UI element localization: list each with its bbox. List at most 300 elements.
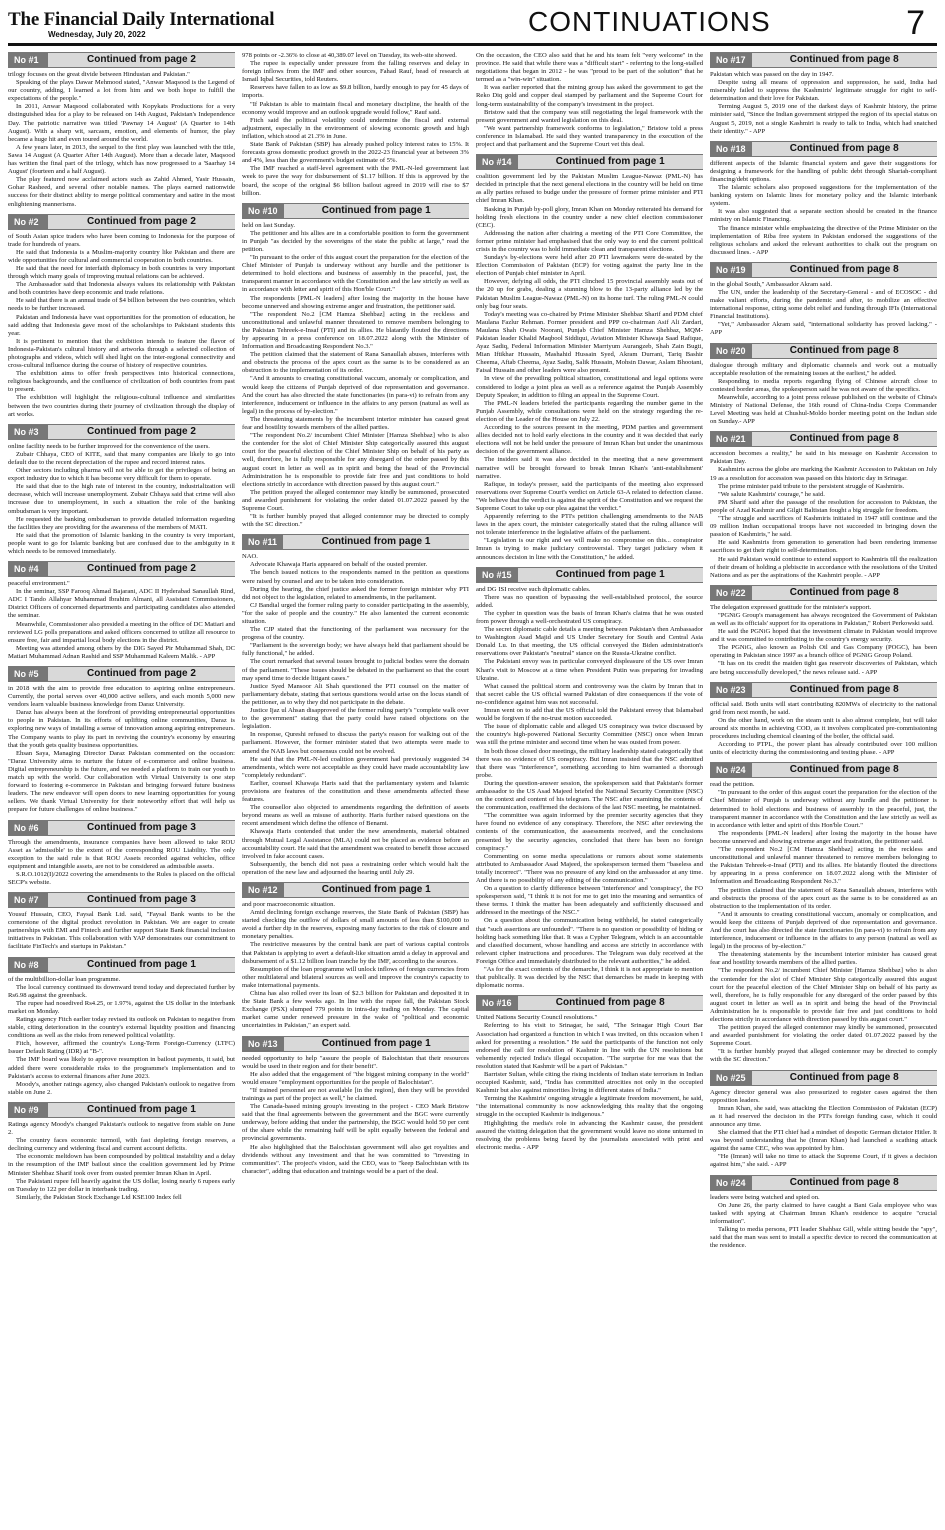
story-paragraph: The cypher in question was the basis of Imran Khan's claims that he was ousted from power through a well-orchestrated US conspiracy. xyxy=(476,609,703,625)
story-paragraph: of the multibillion-dollar loan programme. xyxy=(8,975,121,983)
continued-from-label: Continued from page 3 xyxy=(87,821,196,833)
story-number-badge: No #21 xyxy=(710,432,752,446)
section-title: CONTINUATIONS xyxy=(528,6,771,37)
continued-from-label: Continued from page 2 xyxy=(87,563,196,575)
story-paragraph: Barrister Sultan, while citing the rising incidents of Indian state terrorism in Indian occupied Kashmir, said, "India has committed atrocities not only in the occupied Kashmir but also against minorities living in different states of India." xyxy=(476,1070,703,1095)
story-paragraph: On June 26, the party claimed to have caught a Bani Gala employee who was tasked with spying at Chairman Imran Khan's residence to acquire "crucial information". xyxy=(710,1201,937,1225)
story-header xyxy=(476,154,703,170)
continued-story xyxy=(242,52,469,198)
story-paragraph: Meanwhile, according to a joint press release published on the website of China's Ministry of National Defense, the 16th round of China-India Corps Commander Level Meeting was held at Chushul-Moldo border meeting point on the Indian side on Sunday.- APP xyxy=(710,393,937,426)
story-paragraph: The play featured now acclaimed actors such as Zahid Ahmed, Yasir Hussain, Gohar Rasheed, and several other notable names. The plays earned nationwide success for their distinct ability to merge political commentary and satire in the most enlightening mannerisms. xyxy=(8,176,235,208)
story-paragraph: "We want partnership framework conforms to legislation," Bristow told a press conference in Islamabad. He said they wanted transparency in the execution of the project and that parliament and the Supreme Court vet this deal. xyxy=(476,124,703,149)
story-body xyxy=(8,911,235,951)
story-paragraph: Commenting on some media speculations or rumors about some statements attributed to Ambassador Asad Majeed, the spokesperson termed them "baseless and totally incorrect". "There was no pressure of any kind on the ambassador at any time. And there is no possibility of any editing of the communication." xyxy=(476,852,703,884)
story-paragraph: of South Asian spice traders who have been coming to Indonesia for the purpose of trade for hundreds of years. xyxy=(8,232,235,248)
story-header xyxy=(8,561,235,577)
story-paragraph: The PML-N leaders briefed the participants regarding the number game in the Punjab Assembly, while consultations were held on the strategy regarding the re-election of the Leader of the House on July 22. xyxy=(476,399,703,423)
continued-story xyxy=(710,762,937,1064)
story-body xyxy=(476,1014,703,1152)
story-paragraph: What caused the political storm and controversy was the claim by Imran that in that secret cable the US official warned Pakistan of dire consequences if the vote of no-confidence against him was not successful. xyxy=(476,682,703,706)
continued-story xyxy=(476,154,703,562)
continued-story xyxy=(8,892,235,951)
story-paragraph: On a question about the communication being withheld, he stated categorically that "such assertions are unfounded". "There is no question or possibility of hiding or holding back something like that. It was a Cypher Telegram, which is an accountable and classified document, whose handling and access are strictly in accordance with relevant cipher instructions and procedures. The Telegram was duly received at the Foreign Office and immediately distributed to the relevant authorities," he added. xyxy=(476,917,703,965)
continued-story xyxy=(710,52,937,136)
story-paragraph: peaceful environment." xyxy=(8,580,70,588)
story-body xyxy=(710,604,937,677)
story-body xyxy=(710,1194,937,1251)
continued-story xyxy=(710,262,937,338)
continued-story xyxy=(710,431,937,580)
story-paragraph: State Bank of Pakistan (SBP) has already pushed policy interest rates to 15%. It forecasts gross domestic product growth in the 2022-23 financial year at between 3% and 4%, less than the government's budget estimate of 5%. xyxy=(242,141,469,165)
story-number-badge: No #23 xyxy=(710,683,752,697)
story-paragraph: Speaking of the plays Dawar Mehmood stated, "Anwar Maqsood is the Legend of our country, adding, I learned a lot from him and we both hope to fulfill the expectations of the people." xyxy=(8,79,235,103)
page-number: 7 xyxy=(906,4,925,42)
continued-story xyxy=(242,1036,469,1176)
continued-story xyxy=(8,52,235,209)
story-paragraph: Through the amendments, insurance companies have been allowed to take ROU Asset as 'admissible' to the extent of the corresponding ROU Liability. The only exception to the said rule is that ROU Assets recorded against vehicles, office equipment and intangible assets, are not to be considered as admissible assets. xyxy=(8,838,235,870)
continued-story xyxy=(476,995,703,1152)
story-paragraph: "It has on its credit the maiden tight gas reservoir discoveries of Pakistan, which are being successfully developed," the news release said. - APP xyxy=(710,660,937,676)
story-paragraph: Imran went on to add that the US official told the Pakistani envoy that Islamabad would be forgiven if the no-trust motion succeeded. xyxy=(476,707,703,723)
story-paragraph: He also added that the engagement of "the biggest mining company in the world" would ensure "employment opportunities for the people of Balochistan". xyxy=(242,1070,469,1086)
continued-from-label: Continued from page 8 xyxy=(789,1071,899,1083)
continued-from-label: Continued from page 8 xyxy=(789,142,899,154)
story-paragraph: Ehsan Saya, Managing Director Daraz Pakistan commented on the occasion: "Daraz University aims to nurture the future of e-commerce and online business. Digital entrepreneurship is the future, and we needed a platform to train our youth to match up with the world. Our collaboration with Virtual University is one step forward to fostering e-commerce in Pakistan and bringing forward future business leaders. The new endeavor will open doors to new learning opportunities for young sellers. We thank Virtual University for their noteworthy effort that will help us prepare for future challenges of online business." xyxy=(8,749,235,814)
story-number-badge: No #6 xyxy=(8,821,48,835)
story-paragraph: Today's meeting was co-chaired by Prime Minister Shehbaz Sharif and PDM chief Maulana Fazlur Rehman. Former president and PPP co-chairman Asif Ali Zardari, Maulana Shah Owais Noorani, Punjab Chief Minister Hamza Shehbaz, MQM-Pakistan leader Khalid Maqbool Siddiqui, Aviation Minister Khawaja Saad Rafique, Ayaz Sadiq, Federal Information Minister Marriyum Aurangzeb, Shah Zain Bugti, Mian Iftikhar Hussain, Mashahid Hussain Syed, Akram Durrani, Tariq Bashir Cheema, Aftab Cheema, Ayaz Sadiq, Salik Hussain, Mohsin Dawar, Aslam Bhootani, Faisal Hussain and other leaders were also present. xyxy=(476,310,703,375)
story-paragraph: Despite using all means of oppression and suppression, he said, India had miserably failed to suppress the Kashmiris' legitimate struggle for right to self-determination and their love for Pakistan. xyxy=(710,79,937,103)
story-paragraph: The finance minister while emphasizing the directive of the Prime Minister on the implementation of Riba free system in Pakistan endorsed the suggestions of the religious scholars and asked the relevant authorities to chalk out the program on discussed lines. - APP xyxy=(710,224,937,256)
story-body xyxy=(8,443,235,556)
story-paragraph: The IMF board was likely to approve resumption in bailout payments, it said, but added there were considerable risks to the programme's implementation and to Pakistan's access to external finances after June 2023. xyxy=(8,1056,235,1080)
story-paragraph: The Canada-based mining group's investing in the project - CEO Mark Bristow said that the final agreements between the government and the BGC were currently underway, before adding that under the partnership, the BGC would hold 50 per cent of the share while the remaining half will be split equally between the federal and provincial governments. xyxy=(242,1103,469,1143)
story-paragraph: CJ Bandial urged the former ruling party to consider participating in the assembly, "for the sake of people and the country." He also lamented the current economic situation. xyxy=(242,601,469,625)
story-paragraph: On a question to clarify difference between 'interference' and 'conspiracy', the FO spokesperson said, "I think it is not for me to get into the meaning and semantics of these terms. I think the matter has been adequately and sufficiently discussed and addressed in the meetings of the NSC." xyxy=(476,885,703,917)
story-body xyxy=(710,160,937,257)
story-body xyxy=(8,580,235,661)
story-paragraph: Meeting was attended among others by the DIG Sayed Pir Muhammad Shah, DC Matiari Muhammad Adnan Rashid and SSP Muhammad Kaleem Malik. - APP xyxy=(8,644,235,660)
story-paragraph: The UN, under the leadership of the Secretary-General - and of ECOSOC - did make valiant efforts, during the pandemic and after, to mobilize an effective international response, citing some debt relief and funding through IFIs (International Financial Institutions). xyxy=(710,288,937,321)
story-paragraph: S.R.O.1012(I)/2022 covering the amendments to the Rules is placed on the official SECP's website. xyxy=(8,870,235,886)
column-1 xyxy=(8,52,235,1522)
story-paragraph: The delegation expressed gratitude for the minister's support. xyxy=(710,603,872,611)
story-paragraph: Rafique, in today's presser, said the participants of the meeting also expressed reservations over Supreme Court's verdict on Article 63-A related to defection clause. "We believe that the verdict is against the spirit of the Constitution and we request the Supreme Court to take up our plea against the verdict." xyxy=(476,480,703,512)
story-paragraph: He said that the need for interfaith diplomacy in both countries is very important through which many goals of improving mutual relations can be achieved. xyxy=(8,264,235,281)
story-header xyxy=(710,1175,937,1191)
story-paragraph: It is pertinent to mention that the exhibition intends to feature the flavor of Indonesia-Pakistan's cultural history and artworks through a selected collection of photographs and videos, which will shed light on the inter-regional connectivity and cross-cultural influence during the course of history of respective countries. xyxy=(8,337,235,370)
story-paragraph: Pakistan which was passed on the day in 1947. xyxy=(710,71,834,78)
continued-from-label: Continued from page 1 xyxy=(321,1037,431,1049)
story-paragraph: Yousuf Hussain, CEO, Faysal Bank Ltd. said, "Faysal Bank wants to be the cornerstone of the digital product revolution in Pakistan. We are eager to create partnerships with EMI and Fintech and further support State Bank financial inclusion initiatives in Pakistan. This collaboration with YAP demonstrates our commitment to facilitate FinTech's and startups in Pakistan." xyxy=(8,911,235,951)
continued-from-label: Continued from page 2 xyxy=(87,54,196,65)
story-paragraph: A few years later, in 2013, the sequel to the first play was launched with the title, Sawa 14 August (A Quarter After 14th August). More than a decade later, Maqsood has written the final part of the trilogy, which has now progressed to a 'Saarhay 14 August' (fourteen and a half August). xyxy=(8,143,235,176)
story-paragraph: Similarly, the Pakistan Stock Exchange Ltd KSE100 Index fell xyxy=(16,1193,182,1201)
story-paragraph: Agency director general was also pressurized to register cases against the then opposition leaders. xyxy=(710,1088,937,1104)
story-paragraph: accession becomes a reality," he said in his message on Kashmir Accession to Pakistan Day. xyxy=(710,450,937,466)
story-number-badge: No #17 xyxy=(710,53,752,67)
story-body xyxy=(8,976,235,1097)
story-paragraph: The respondents [PML-N leaders] after losing the majority in the house have become unnerved and showing extreme anger and frustration, the petitioner said. xyxy=(242,294,469,310)
story-header xyxy=(8,214,235,230)
story-header xyxy=(710,682,937,698)
continued-from-label: Continued from page 1 xyxy=(87,1103,196,1115)
story-number-badge: No #14 xyxy=(476,155,518,169)
continued-story xyxy=(8,214,235,419)
story-paragraph: The issue of diplomatic cable and alleged US conspiracy was twice discussed by the country's high-powered National Security Committee (NSC) once when Imran was still the prime minister and second time when he was ousted from power. xyxy=(476,723,703,747)
story-paragraph: different aspects of the Islamic financial system and gave their suggestions for designing a framework for the handling of public debt through Shariah-compliant financing/debt options. xyxy=(710,159,937,183)
continued-from-label: Continued from page 2 xyxy=(87,215,196,227)
story-body xyxy=(710,71,937,136)
story-paragraph: Moody's, another ratings agency, also changed Pakistan's outlook to negative from stable on June 2. xyxy=(8,1080,235,1096)
story-header xyxy=(8,424,235,440)
brand-block xyxy=(8,10,274,40)
story-header xyxy=(710,762,937,778)
story-body xyxy=(476,52,703,149)
story-paragraph: The insiders said it was also decided in the meeting that a new government narrative will be brought forward to break Imran Khan's 'anti-establishment' narrative. xyxy=(476,456,703,480)
story-paragraph: online facility needs to be further improved for the convenience of the users. xyxy=(8,442,210,450)
story-paragraph: Referring to his visit to Srinagar, he said, "The Srinagar High Court Bar Association had organized a function in which I was invited, on this occasion when I asked for presenting a resolution." He said the participants of the function not only endorsed the call for resolution of Kashmir in line with the UN resolutions but vehemently rejected India's illegal occupation. "The surprise for me was that the resolution stated that Kashmir will be a part of Pakistan." xyxy=(476,1022,703,1070)
story-number-badge: No #5 xyxy=(8,667,48,681)
story-paragraph: He said the PGNiG hoped that the investment climate in Pakistan would improve and it was committed to contributing to the country's energy security. xyxy=(710,628,937,644)
story-number-badge: No #10 xyxy=(242,204,284,218)
story-body xyxy=(710,450,937,580)
story-paragraph: The exhibition will highlight the religious-cultural influence and similarities between the two countries during their journey of civilization through the display of art works. xyxy=(8,394,235,418)
continued-from-label: Continued from page 8 xyxy=(789,263,899,275)
story-paragraph: Terming August 5, 2019 one of the darkest days of Kashmir history, the prime minister said, "Since the Indian government stripped the region of its special status on August 5, 2019, not a single Kashmiri is ready to talk to India, which had snatched their identity." - APP xyxy=(710,103,937,135)
continued-from-label: Continued from page 1 xyxy=(321,204,431,216)
story-paragraph: He said that due to the high rate of interest in the country, industrialization will decrease, which will increase unemployment. Zubair Chhaya said that crime will also increase due to unemployment, in such a situation the role of the banking ombudsman is very important. xyxy=(8,483,235,515)
story-paragraph: In response, Qureshi refused to discuss the party's reason for walking out of the parliament. However, the former minister stated that two attempts were made to amend the NAB laws but consensus could not be evolved. xyxy=(242,731,469,755)
story-paragraph: He said Pakistan would continue to extend support to Kashmiris till the realization of their dream of holding a plebiscite in accordance with the resolutions of the United Nations and as per the aspirations of the Kashmiri people. - APP xyxy=(710,555,937,579)
story-number-badge: No #11 xyxy=(242,535,283,549)
story-paragraph: "The respondent No.2 [CM Hamza Shehbaz] acting in the reckless and unconstitutional and unlawful manner threatened to remove members belonging to the Pakistan Tehreek-e-Insaf (PTI) and its allies. He blatantly flouted the directions by appearing in a press conference on 18.07.2022 along with the Minister of Information and Broadcasting Respondent No.3." xyxy=(710,846,937,886)
story-paragraph: Bristow said that the company was still negotiating the legal framework with the present government and wanted legislation on this deal. xyxy=(476,108,703,124)
story-number-badge: No #15 xyxy=(476,568,518,582)
story-paragraph: He also highlighted that the Balochistan government will also get royalties and dividends without any investment and that he was committed to "investing in communities". The project's vision, said the CEO, was to "keep Balochistan with its character", adding that education and trainings would be a part of the deal. xyxy=(242,1143,469,1175)
story-paragraph: The threatening statements by the incumbent interior minister has caused great fear and hostility towards members of the allied parties. xyxy=(242,415,469,432)
continued-from-label: Continued from page 2 xyxy=(87,668,196,679)
story-paragraph: On the other hand, work on the steam unit is also almost complete, but will take around six months in achieving COD, as it involves complicated pre-commissioning procedures including chemical cleaning of the boiler, the official said. xyxy=(710,716,937,740)
story-paragraph: Meanwhile, Commissioner also presided a meeting in the office of DC Matiari and reviewed LG polls preparations and asked officers concerned to utilize all resource to ensure free, fair and impartial local body elections in the district. xyxy=(8,620,235,644)
story-paragraph: The CJP stated that the functioning of the parliament was necessary for the progress of the country. xyxy=(242,626,469,642)
story-paragraph: "It is further humbly prayed that alleged contemnor may be directed to comply with the SC direction." xyxy=(710,1048,937,1064)
story-paragraph: "Parliament is the sovereign body; we have always held that parliament should be fully functional," he added. xyxy=(242,642,469,658)
story-number-badge: No #13 xyxy=(242,1037,284,1051)
story-paragraph: In view of the prevailing political situation, constitutional and legal options were considered to lodge a joint plea as well as a reference against the Punjab Assembly Deputy Speaker, in addition to filing an appeal in the Supreme Court. xyxy=(476,375,703,399)
continued-story xyxy=(8,561,235,661)
story-number-badge: No #19 xyxy=(710,263,752,277)
story-paragraph: The country faces economic turmoil, with fast depleting foreign reserves, a declining currency and widening fiscal and current account deficits. xyxy=(8,1137,235,1153)
story-paragraph: and poor macroeconomic situation. xyxy=(242,901,336,908)
story-header xyxy=(476,567,703,583)
story-paragraph: During the hearing, the chief justice asked the former foreign minister why PTI did not object to the legislation, related to amendments, in the parliament. xyxy=(242,585,469,601)
story-header xyxy=(710,585,937,601)
story-paragraph: Imran Khan, she said, was attacking the Election Commission of Pakistan (ECP) as it had reserved the decision in the PTI's foreign funding case, which it could announce any time. xyxy=(710,1104,937,1128)
story-body xyxy=(710,281,937,338)
story-paragraph: The counsellor also objected to amendments regarding the definition of assets beyond means as well as misuse of authority. Haris further raised questions on the recent amendment which define the offence of Benami. xyxy=(242,804,469,828)
story-paragraph: The Pakistani rupee fell heavily against the US dollar, losing nearly 6 rupees early on Tuesday to 122 per dollar in interbank trading. xyxy=(8,1177,235,1193)
story-paragraph: trilogy focuses on the great divide between Hindustan and Pakistan." xyxy=(8,71,190,78)
story-header xyxy=(710,262,937,278)
story-number-badge: No #24 xyxy=(710,763,752,777)
story-header xyxy=(8,957,235,973)
story-body xyxy=(242,901,469,1031)
story-paragraph: The local currency continued its downward trend today and depreciated further by Rs6.98 against the greenback. xyxy=(8,983,235,999)
story-number-badge: No #16 xyxy=(476,996,518,1010)
story-header xyxy=(8,1102,235,1118)
story-number-badge: No #18 xyxy=(710,142,752,156)
continued-from-label: Continued from page 8 xyxy=(789,433,899,445)
masthead xyxy=(8,0,937,46)
continued-story xyxy=(710,343,937,427)
story-paragraph: "If Pakistan is able to maintain fiscal and monetary discipline, the health of the economy would improve and an outlook upgrade would follow," Rauf said. xyxy=(242,100,469,116)
story-paragraph: She claimed that the PTI chief had a mindset of despotic German dictator Hitler. It was beyond understanding that he (Imran Khan) had launched a scathing attack against the same CEC, who was appointed by him. xyxy=(710,1129,937,1153)
story-body xyxy=(8,233,235,419)
story-number-badge: No #24 xyxy=(710,1176,752,1190)
story-paragraph: However, defying all odds, the PTI clinched 15 provincial assembly seats out of the 20 up for grabs, dealing a stunning blow to the 13-party alliance led by the Pakistan Muslim League-Nawaz (PML-N) on its home turf. The ruling PML-N could only bag four seats. xyxy=(476,278,703,310)
continued-from-label: Continued from page 1 xyxy=(555,156,665,168)
story-paragraph: Talking to media persons, PTI leader Shahbaz Gill, while sitting beside the "spy", said that the man was sent to install a specific device to record the communication at the residence. xyxy=(710,1225,937,1250)
continued-story xyxy=(710,1070,937,1170)
column-3 xyxy=(476,52,703,1522)
story-number-badge: No #2 xyxy=(8,215,48,229)
story-paragraph: The exhibition aims to offer fresh perspectives into historical connections, religious backgrounds, and the confluence of civilization of both countries from past to present. xyxy=(8,370,235,394)
story-header xyxy=(8,666,235,682)
story-paragraph: read the petition. xyxy=(710,781,755,789)
story-paragraph: Amid declining foreign exchange reserves, the State Bank of Pakistan (SBP) has started checking the outflow of dollars of small amounts of less than $100,000 to avoid a further dip in the reserves, exposing many factories to the risk of closure and monetary penalties. xyxy=(242,909,469,941)
story-header xyxy=(8,52,235,68)
continued-from-label: Continued from page 8 xyxy=(789,683,899,695)
story-paragraph: dialogue through military and diplomatic channels and work out a mutually acceptable resolution of the remaining issues at the earliest," he added. xyxy=(710,361,937,377)
story-paragraph: The Ambassador said that Indonesia always values its relationship with Pakistan and both countries have deep economic and trade relations. xyxy=(8,281,235,297)
story-paragraph: Ratings agency Fitch earlier today revised its outlook on Pakistan to negative from stable, citing deterioration in the country's external liquidity position and financing conditions as well as the risks from renewed political volatility. xyxy=(8,1016,235,1040)
story-paragraph: He said that the PML-N-led coalition government had previously suggested 34 amendments, which were not acceptable as they could have made accountability law "completely redundant". xyxy=(242,755,469,779)
story-paragraph: Subsequently, the bench did not pass a restraining order which would halt the operation of the new law and adjourned the hearing until July 29. xyxy=(242,860,469,876)
continued-from-label: Continued from page 2 xyxy=(87,425,196,437)
story-paragraph: The petition prayed the alleged contemnor may kindly be summoned, prosecuted and awarded punishment for violating the order dated 01.07.2022 passed by the Supreme Court. xyxy=(710,1024,937,1048)
story-body xyxy=(710,781,937,1064)
story-paragraph: The petition prayed the alleged contemnor may kindly be summoned, prosecuted and awarded punishment for violating the order dated 01.07.2022 passed by the Supreme Court. xyxy=(242,488,469,512)
story-paragraph: "He (Imran) will take no time to attack the Supreme Court, if it gives a decision against him," she said. - APP xyxy=(710,1153,937,1169)
story-number-badge: No #4 xyxy=(8,562,48,576)
story-header xyxy=(710,343,937,359)
story-header xyxy=(710,141,937,157)
continued-from-label: Continued from page 1 xyxy=(555,568,665,580)
story-number-badge: No #22 xyxy=(710,586,752,600)
continued-story xyxy=(710,585,937,677)
story-header xyxy=(710,52,937,68)
story-body xyxy=(242,52,469,198)
story-number-badge: No #12 xyxy=(242,883,284,897)
story-paragraph: "The committee was again informed by the premier security agencies that they have found no evidence of any conspiracy. Therefore, the NSC after reviewing the contents of the communication, the assessments received, and the conclusions presented by the security agencies, concluded that there has been no foreign conspiracy." xyxy=(476,812,703,852)
story-paragraph: in the global South," Ambassador Akram said. xyxy=(710,280,833,288)
story-paragraph: in 2018 with the aim to provide free education to aspiring online entrepreneurs. Currently, the portal serves over 40,000 active sellers, and each month 5,000 new vendors learn valuable business knowledge from Daraz University. xyxy=(8,685,235,709)
issue-date: Wednesday, July 20, 2022 xyxy=(48,30,146,39)
story-paragraph: Sunday's by-elections were held after 20 PTI lawmakers were de-seated by the Election Commission of Pakistan (ECP) for voting against the party line in the election of Punjab chief minister in April. xyxy=(476,254,703,278)
story-paragraph: "The respondent No.2/ incumbent Chief Minister [Hamza Shehbaz] who is also the contender for the slot of Chief Minister Ship categorically assured this august court for the peaceful election of the Chief Minister Ship on behalf of his party as well, therefore, he is fully responsible for any disregard of the order passed by this august court in letter as well as in spirit and being the head of the Provincial Administration he is responsible to provide fair free and just conditions to hold elections strictly in accordance with direction passed by this august court." xyxy=(242,432,469,488)
story-header xyxy=(242,203,469,219)
story-paragraph: Highlighting the media's role in advancing the Kashmir cause, the president assured the visiting delegation that the government would leave no stone unturned in resolving the problems being faced by the journalists associated with print and electronic media. - APP xyxy=(476,1119,703,1151)
story-paragraph: United Nations Security Council resolutions." xyxy=(476,1014,598,1022)
story-paragraph: Pakistan and Indonesia have vast opportunities for the promotion of education, he said adding that Indonesia gave most of the scholarships to Pakistani students this year. xyxy=(8,313,235,337)
continued-from-label: Continued from page 3 xyxy=(87,894,196,906)
story-header xyxy=(476,995,703,1011)
story-paragraph: The court remarked that several issues brought to judicial bodies were the domain of the parliament. "These issues should be debated in the parliament so that the court may spend time to decide litigant cases." xyxy=(242,658,469,682)
story-paragraph: "In pursuant to the order of this august court the preparation for the election of the Chief Minister of Punjab is underway without any hurdle and the petitioner is determined to hold elections and business of assembly in the peaceful, just, the transparent manner in accordance with the Constitution and the law strictly as well as in accordance with letter and spirit of this Hon'ble Court." xyxy=(710,789,937,829)
continued-from-label: Continued from page 8 xyxy=(789,54,899,65)
story-paragraph: In 2011, Anwar Maqsood collaborated with Kopykats Productions for a very distinguished idea for a play to be released on 14th August, Pakistan's Independence Day. The patriotic narrative was titled 'Pawnay 14 August' (A Quarter to 14th August). With a sharp wit, sarcasm, emotion, and elements of humor, the play became a huge hit and even toured around the world. xyxy=(8,103,235,143)
story-paragraph: The Islamic scholars also proposed suggestions for the implementation of the banking system on Islamic lines for monetary policy and the Islamic interbank system. xyxy=(710,184,937,208)
story-number-badge: No #20 xyxy=(710,344,752,358)
story-header xyxy=(8,892,235,908)
story-paragraph: leaders were being watched and spied on. xyxy=(710,1193,820,1201)
story-body xyxy=(8,685,235,815)
story-paragraph: There was no question of bypassing the well-established protocol, the source added. xyxy=(476,593,703,609)
story-body xyxy=(8,71,235,209)
continued-from-label: Continued from page 8 xyxy=(789,344,899,356)
article-columns xyxy=(8,52,937,1522)
story-paragraph: Terming the Kashmiris' ongoing struggle a legitimate freedom movement, he said, "the international community is now acknowledging this reality that the ongoing struggle in the occupied Kashmir is indigenous." xyxy=(476,1095,703,1119)
story-header xyxy=(242,534,469,550)
continued-from-label: Continued from page 8 xyxy=(789,764,899,776)
story-number-badge: No #8 xyxy=(8,958,48,972)
story-paragraph: "And it amounts to creating constitutional vaccum, anomaly or complication, and would keep the citizens of Punjab deprived of due representation and governance. And the court has also directed the state functionaries (in para-vi) to refrain from any interference, inducement or influence in the affairs to any person (natural as well as legal) in the process of by-election." xyxy=(242,375,469,415)
story-paragraph: "Legislation is our right and we will make no compromise on this... conspirator Imran is trying to make judiciary controversial. They target judiciary when it announces decision in line with the Constitution," he added. xyxy=(476,537,703,561)
story-body xyxy=(8,1121,235,1202)
story-paragraph: It was also suggested that a separate section should be created in the finance ministry on Islamic Financing. xyxy=(710,208,937,224)
story-paragraph: 978 points or -2.36% to close at 40,389.07 level on Tuesday, its web-site showed. xyxy=(242,52,457,59)
story-body xyxy=(710,362,937,427)
story-header xyxy=(8,820,235,836)
story-paragraph: Resumption of the loan programme will unlock inflows of foreign currencies from other multilateral and bilateral sources as well and improve the country's capacity to make international payments. xyxy=(242,965,469,989)
story-header xyxy=(710,1070,937,1086)
story-paragraph: Basking in Punjab by-poll glory, Imran Khan on Monday reiterated his demand for holding fresh elections in the country under a new chief election commissioner (CEC). xyxy=(476,205,703,229)
story-paragraph: Justice Syed Mansoor Ali Shah questioned the PTI counsel on the matter of parliamentary debate, stating that serious questions would arise on the locus standi of the petitioner, as to why they did not participate in the debate. xyxy=(242,682,469,706)
continued-story xyxy=(476,567,703,991)
story-paragraph: The PGNiG, also known as Polish Oil and Gas Company (POGC), has been operating in Pakistan since 1997 as a branch office of PGNiG Group Poland. xyxy=(710,644,937,660)
story-body xyxy=(8,839,235,888)
story-paragraph: "It is further humbly prayed that alleged contemnor may be directed to comply with the SC direction." xyxy=(242,513,469,529)
story-paragraph: "The respondent No.2 [CM Hamza Shehbaz] acting in the reckless and unconstitutional and unlawful manner threatened to remove members belonging to the Pakistan Tehreek-e-Insaf (PTI) and its allies. He blatantly flouted the directions by appearing in a press conference on 18.07.2022 along with the Minister of Information and Broadcasting Respondent No.3." xyxy=(242,310,469,351)
continued-story xyxy=(242,534,469,877)
story-paragraph: Khawaja Haris contended that under the new amendments, material obtained through Mutual Legal Assistance (MLA) could not be placed as evidence before an accountability court. He said that the amendment was created to benefit those accused involved in fake account cases. xyxy=(242,828,469,860)
story-header xyxy=(242,882,469,898)
story-paragraph: In the seminar, SSP Farooq Ahmad Bajarani, ADC II Hyderabad Sanaullah Rind, ADC I Tando Allahyar Muhammad Ibrahim Almani, all Assistant Commissioners, District Officers of concerned departments and participating candidates also attended the seminar. xyxy=(8,588,235,620)
story-body xyxy=(242,222,469,530)
story-header xyxy=(710,431,937,447)
story-paragraph: Addressing the nation after chairing a meeting of the PTI Core Committee, the former prime minister had emphasised that the only way to end the current political crisis in the country was to hold immediate clean and transparent elections. xyxy=(476,229,703,253)
column-4 xyxy=(710,52,937,1522)
story-paragraph: "As for the exact contents of the demarche, I think it is not appropriate to mention that publically. It was decided by the NSC that demarches be made in keeping with diplomatic norms. xyxy=(476,966,703,990)
story-paragraph: On the occasion, the CEO also said that he and his team felt "very welcome" in the province. He said that while there was a "difficult start" - referring to the long-stalled negotiations that began in 2012 - he was "proud to be part of the solution" that he termed as a "win-win" situation. xyxy=(476,52,703,84)
story-paragraph: The prime minister paid tribute to the persistent struggle of Kashmiris. xyxy=(718,482,905,490)
story-paragraph: During the question-answer session, the spokesperson said that Pakistan's former ambassador to the US Asad Majeed briefed the National Security Committee (NSC) on the context and content of his telegram. The NSC after examining the contents of the communication, reaffirmed the decisions of the last NSC meeting, he maintained. xyxy=(476,779,703,812)
continued-story xyxy=(8,424,235,556)
story-paragraph: "The struggle and sacrifices of Kashmiris initiated in 1947 still continue and the 09 million Indian occupational troops have not succeeded in bringing down the passion of Kashmiris," he said. xyxy=(710,515,937,539)
story-body xyxy=(476,173,703,562)
continued-story xyxy=(710,141,937,257)
story-paragraph: Apparently referring to the PTI's petition challenging amendments to the NAB laws in the apex court, the minister categorically stated that the ruling alliance will not tolerate interference in the legislative affairs of the parliament. xyxy=(476,513,703,537)
story-number-badge: No #7 xyxy=(8,893,48,907)
story-paragraph: Daraz has always been at the forefront of providing entrepreneurial opportunities to people in Pakistan. In its efforts of uplifting online communities, Daraz is exploring new ways of installing a sense of innovation among aspiring entrepreneurs. The Company wants to play its part in reviving the country's economy by ensuring that the youth gets quality business opportunities. xyxy=(8,709,235,749)
story-paragraph: The Pakistani envoy was in particular conveyed displeasure of the US over Imran Khan's visit to Moscow at a time when President Putin was preparing for invading Ukraine. xyxy=(476,658,703,682)
story-paragraph: The petitioner and his allies are in a comfortable position to form the government in Punjab "as decided by the sovereigns of the state the public at large," read the petition. xyxy=(242,229,469,253)
story-number-badge: No #9 xyxy=(8,1103,48,1117)
continued-story xyxy=(242,882,469,1031)
story-paragraph: It was earlier reported that the mining group has asked the government to get the Reko Diq gold and copper deal stamped by parliament and the Supreme Court for long-term sustainability of the company's investment in the project. xyxy=(476,84,703,108)
story-paragraph: Ratings agency Moody's changed Pakistan's outlook to negative from stable on June 2. xyxy=(8,1120,235,1137)
story-paragraph: Advocate Khawaja Haris appeared on behalf of the ousted premier. xyxy=(250,561,428,569)
story-paragraph: "Yet," Ambassador Akram said, "international solidarity has proved lacking." - APP xyxy=(710,321,937,337)
story-paragraph: NAO. xyxy=(242,553,258,561)
story-paragraph: Responding to media reports regarding flying of Chinese aircraft close to contested border areas, the spokesperson said he was not aware of the specifics. xyxy=(710,377,937,393)
continued-story xyxy=(476,52,703,149)
story-paragraph: PM Sharif said after the passage of the resolution for accession to Pakistan, the people of Azad Kashmir and Gilgit Baltistan fought a big struggle for freedom. xyxy=(710,498,937,514)
story-paragraph: He said that there is an annual trade of $4 billion between the two countries, which needs to be further increased. xyxy=(8,297,235,313)
continued-from-label: Continued from page 1 xyxy=(87,958,196,970)
story-paragraph: The threatening statements by the incumbent interior minister has caused great fear and hostility towards members of the allied parties. xyxy=(710,951,937,967)
story-paragraph: The respondents [PML-N leaders] after losing the majority in the house have become unnerved and showing extreme anger and frustration, the petitioner said. xyxy=(710,829,937,845)
story-paragraph: Reserves have fallen to as low as $9.8 billion, hardly enough to pay for 45 days of imports. xyxy=(242,84,469,100)
continued-from-label: Continued from page 8 xyxy=(789,1176,899,1188)
story-paragraph: He said Kashmiris from generation to generation had been rendering immense sacrifices to get their right to self-determination. xyxy=(710,539,937,555)
newspaper-name: The Financial Daily International xyxy=(8,9,275,30)
story-number-badge: No #1 xyxy=(8,53,48,67)
continued-story xyxy=(710,1175,937,1251)
story-paragraph: The rupee had nosedived Rs4.25, or 1.97%, against the US dollar in the interbank market on Monday. xyxy=(8,999,235,1015)
story-paragraph: Other sectors including pharma will not be able to get the privileges of being an export industry due to which it has become very difficult for them to operate. xyxy=(8,467,235,483)
continued-from-label: Continued from page 8 xyxy=(789,586,899,598)
story-paragraph: "If trained personnel are not available [in the region], then they will be provided trainings as part of the project as well," he claimed. xyxy=(242,1086,469,1102)
story-paragraph: "In pursuant to the order of this august court the preparation for the election of the Chief Minister of Punjab is underway without any hurdle and the petitioner is determined to hold elections and business of assembly in the peaceful, just, the transparent manner in accordance with the Constitution and the law strictly as well as in accordance with letter and spirit of this Hon'ble Court." xyxy=(242,254,469,294)
story-paragraph: needed opportunity to help "assure the people of Balochistan that their resources would be used in their region and for their benefit". xyxy=(242,1054,469,1070)
story-paragraph: coalition government led by the Pakistan Muslim League-Nawaz (PML-N) has decided in principle that the next general elections in the country will be held on time as ally parties refused to budge under the pressure of former prime minister and PTI chief Imran Khan. xyxy=(476,173,703,205)
story-paragraph: The petition claimed that the statement of Rana Sanaullah abuses, interferes with and obstructs the process of the apex court as the same is to be considered as an obstruction to the implementation of its order. xyxy=(710,886,937,910)
story-paragraph: In both those closed door meetings, the military leadership stated categorically that there was no evidence of US conspiracy. But Imran insisted that the NSC admitted that there was "interference", something according to him warranted a thorough probe. xyxy=(476,747,703,779)
continued-story xyxy=(8,820,235,888)
story-paragraph: "The respondent No.2/ incumbent Chief Minister [Hamza Shehbaz] who is also the contender for the slot of Chief Minister Ship categorically assured this august court for the peaceful election of the Chief Minister Ship on behalf of his party as well, therefore, he is fully responsible for any disregard of the order passed by this august court in letter as well as in spirit and being the head of the Provincial Administration he is responsible to provide fair free and just conditions to hold elections strictly in accordance with direction passed by this august court." xyxy=(710,967,937,1023)
story-number-badge: No #3 xyxy=(8,425,48,439)
story-body xyxy=(710,701,937,758)
story-paragraph: China has also rolled over its loan of $2.3 billion for Pakistan and deposited it in the State Bank a few weeks ago. In line with the rupee fall, the Pakistan Stock Exchange (PSX) slumped 779 points in intra-day trading on Monday. The capital market came under renewed pressure in the wake of "political and economic uncertainties in Pakistan," an expert said. xyxy=(242,990,469,1030)
story-paragraph: held on last Sunday. xyxy=(242,221,296,229)
story-paragraph: The economic meltdown has been compounded by political instability and a delay in the resumption of the IMF bailout since the coalition government led by Prime Minister Shehbaz Sharif took over from ousted premier Imran Khan in April. xyxy=(8,1153,235,1177)
story-body xyxy=(242,1055,469,1176)
story-paragraph: "We salute Kashmiris' courage," he said. xyxy=(718,490,825,498)
continued-story xyxy=(8,666,235,815)
continued-from-label: Continued from page 1 xyxy=(321,884,431,895)
story-paragraph: According to PTPL, the power plant has already contributed over 100 million units of electricity during the commissioning and testing phase. - APP xyxy=(710,741,937,757)
story-paragraph: Fitch, however, affirmed the country's Long-Term Foreign-Currency (LTFC) Issuer Default Rating (IDR) at "B-". xyxy=(8,1040,235,1056)
story-paragraph: The rupee is especially under pressure from the falling reserves and delay in foreign inflows from the IMF and other sources, Fahad Rauf, head of research at Ismail Iqbal Securities, told Reuters. xyxy=(242,60,469,84)
story-paragraph: The petition claimed that the statement of Rana Sanaullah abuses, interferes with and obstructs the process of the apex court as the same is to be considered as an obstruction to the implementation of its order. xyxy=(242,351,469,375)
continued-story xyxy=(8,957,235,1097)
continued-from-label: Continued from page 8 xyxy=(555,997,665,1009)
story-paragraph: Justice Ijaz ul Ahsan disapproved of the former ruling party's "complete walk over to the government" stating that the party could have raised objections on the legislation. xyxy=(242,707,469,731)
story-paragraph: Zubair Chhaya, CEO of KITE, said that many companies are likely to go into default due to the recent depreciation of the rupee and record interest rates. xyxy=(8,450,235,466)
story-paragraph: Earlier, counsel Khawaja Haris said that the parliamentary system and Islamic provisions are features of the constitution and these amendments affected these features. xyxy=(242,779,469,804)
story-paragraph: Fitch said the political volatility could undermine the fiscal and external adjustment, especially in the environment of slowing economic growth and high inflation, which stood at 21.3% in June. xyxy=(242,116,469,140)
story-body xyxy=(710,1089,937,1170)
story-paragraph: According to the sources present in the meeting, PDM parties and government allies decided not to hold early elections in the country and it was decided that early elections will not be held under the pressure of Imran Khan but under the unanimous decision of the government alliance. xyxy=(476,424,703,456)
story-paragraph: "And it amounts to creating constitutional vaccum, anomaly or complication, and would keep the citizens of Punjab deprived of due representation and governance. And the court has also directed the state functionaries (in para-vi) to refrain from any interference, inducement or influence in the affairs to any person (natural as well as legal) in the process of by-election." xyxy=(710,910,937,951)
continued-story xyxy=(242,203,469,530)
story-paragraph: He requested the banking ombudsman to provide detailed information regarding the facilities they are providing for the awareness of the members of MATI. xyxy=(8,515,235,531)
story-paragraph: The secret diplomatic cable details a meeting between Pakistan's then Ambassador to Washington Asad Majid and US Under Secretary for South and Central Asia Donald Lu. In that meeting, the US official conveyed the Biden administration's reservations over Pakistan's "neutral" stance on the Russia-Ukraine conflict. xyxy=(476,626,703,658)
story-paragraph: "PGNiG Group's management has always recognized the Government of Pakistan as well as its officials' support for its operations in Pakistan," Robert Perkowski said. xyxy=(710,611,937,627)
story-paragraph: and DG ISI receive such diplomatic cables. xyxy=(476,585,591,593)
column-2 xyxy=(242,52,469,1522)
